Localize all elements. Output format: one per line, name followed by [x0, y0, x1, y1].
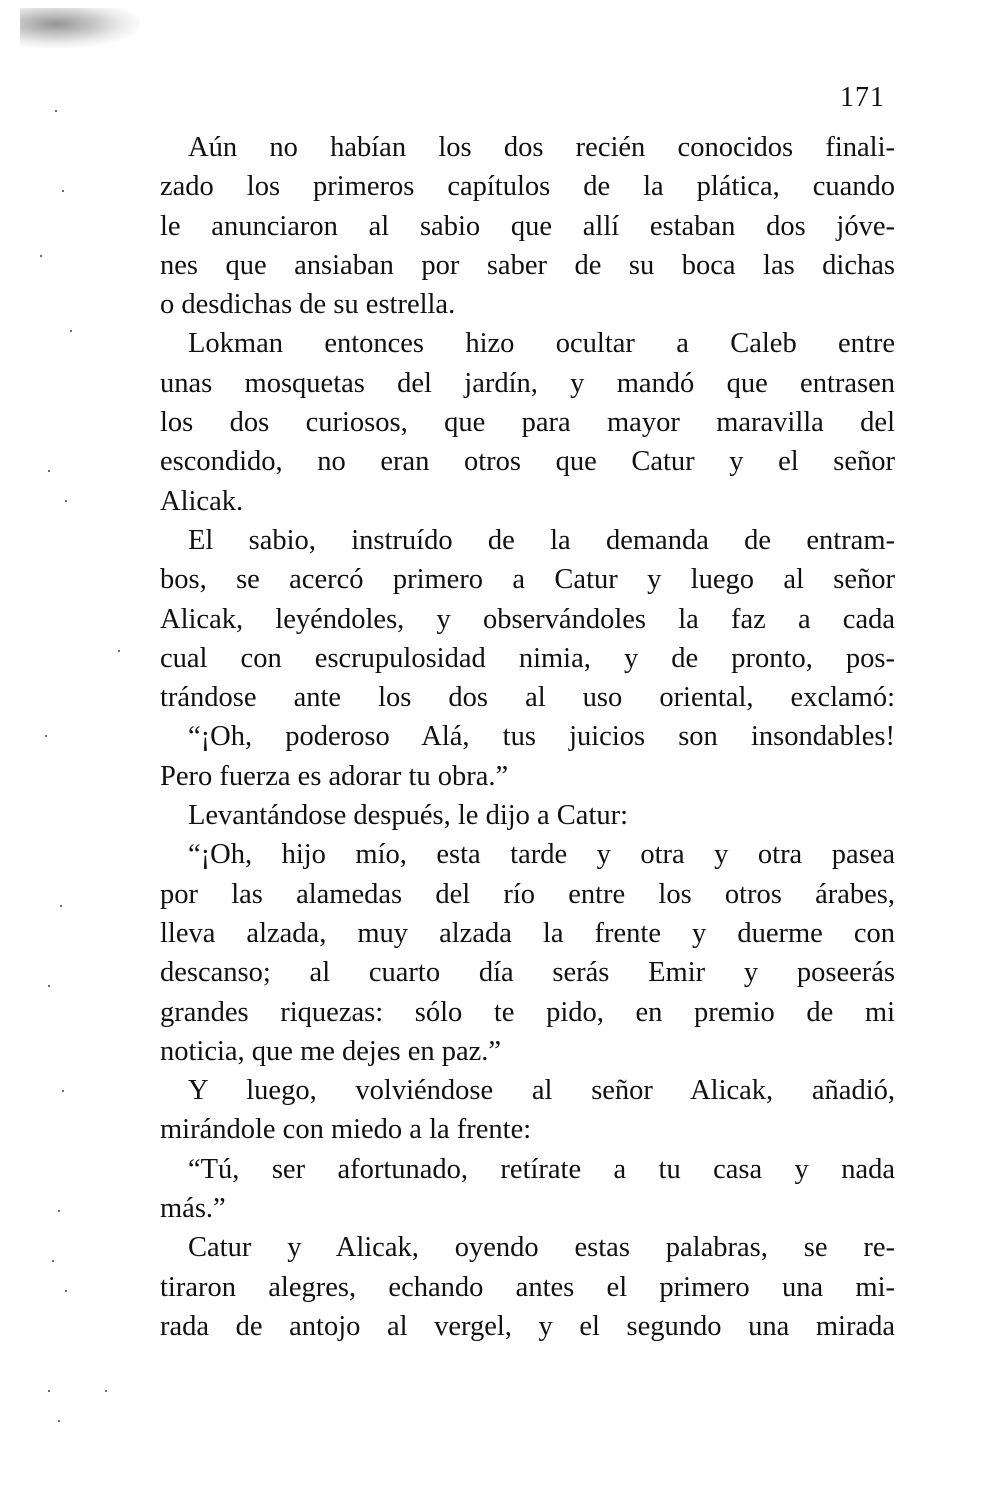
text-line: nes que ansiaban por saber de su boca las dichas — [160, 249, 895, 281]
text-line: descanso; al cuarto día serás Emir y poseerás — [160, 957, 895, 989]
text-line: los dos curiosos, que para mayor maravilla del — [160, 407, 895, 439]
text-line: más.” — [160, 1193, 226, 1225]
text-line: Levantándose después, le dijo a Catur: — [188, 800, 629, 832]
text-line: Catur y Alicak, oyendo estas palabras, se re- — [188, 1232, 895, 1264]
text-line: zado los primeros capítulos de la plática, cuando — [160, 171, 895, 203]
text-line: Lokman entonces hizo ocultar a Caleb entre — [188, 328, 895, 360]
speck — [55, 110, 57, 112]
text-line: “¡Oh, hijo mío, esta tarde y otra y otra pasea — [188, 839, 895, 871]
text-line: Alicak. — [160, 485, 244, 517]
text-line: cual con escrupulosidad nimia, y de pronto, pos- — [160, 642, 895, 674]
page-number: 171 — [840, 82, 885, 113]
text-line: mirándole con miedo a la frente: — [160, 1114, 532, 1146]
body-text — [160, 128, 895, 1346]
text-line: Pero fuerza es adorar tu obra.” — [160, 760, 509, 792]
speck — [65, 500, 67, 502]
text-line: grandes riquezas: sólo te pido, en premio de mi — [160, 996, 895, 1028]
speck — [70, 330, 72, 332]
speck — [60, 905, 62, 907]
speck — [105, 1390, 107, 1392]
text-line: tiraron alegres, echando antes el primero una mi- — [160, 1271, 895, 1303]
text-line: noticia, que me dejes en paz.” — [160, 1035, 502, 1067]
scan-smudge — [20, 8, 140, 48]
text-line: lleva alzada, muy alzada la frente y duerme con — [160, 917, 895, 949]
speck — [48, 985, 50, 987]
text-line: Aún no habían los dos recién conocidos finali- — [188, 132, 895, 163]
text-line: Y luego, volviéndose al señor Alicak, añadió, — [188, 1075, 895, 1107]
speck — [48, 1390, 50, 1392]
speck — [45, 735, 47, 737]
speck — [58, 1420, 60, 1422]
speck — [62, 1090, 64, 1092]
text-line: por las alamedas del río entre los otros árabes, — [160, 878, 895, 910]
text-line: Alicak, leyéndoles, y observándoles la faz a cada — [160, 603, 895, 635]
speck — [118, 650, 120, 652]
text-line: “Tú, ser afortunado, retírate a tu casa y nada — [188, 1153, 895, 1185]
text-line: le anunciaron al sabio que allí estaban dos jóve- — [160, 210, 895, 242]
text-line: escondido, no eran otros que Catur y el señor — [160, 446, 895, 478]
text-line: “¡Oh, poderoso Alá, tus juicios son insondables! — [188, 721, 895, 753]
text-line: unas mosquetas del jardín, y mandó que entrasen — [160, 367, 895, 399]
speck — [40, 255, 42, 257]
text-line: bos, se acercó primero a Catur y luego al señor — [160, 564, 895, 596]
text-line: trándose ante los dos al uso oriental, exclamó: — [160, 682, 895, 714]
speck — [52, 1260, 54, 1262]
speck — [65, 1290, 67, 1292]
text-line: o desdichas de su estrella. — [160, 289, 456, 321]
speck — [58, 1210, 60, 1212]
text-line: El sabio, instruído de la demanda de entram- — [188, 524, 895, 556]
text-line: rada de antojo al vergel, y el segundo una mirada — [160, 1310, 895, 1342]
speck — [62, 190, 64, 192]
speck — [48, 470, 50, 472]
